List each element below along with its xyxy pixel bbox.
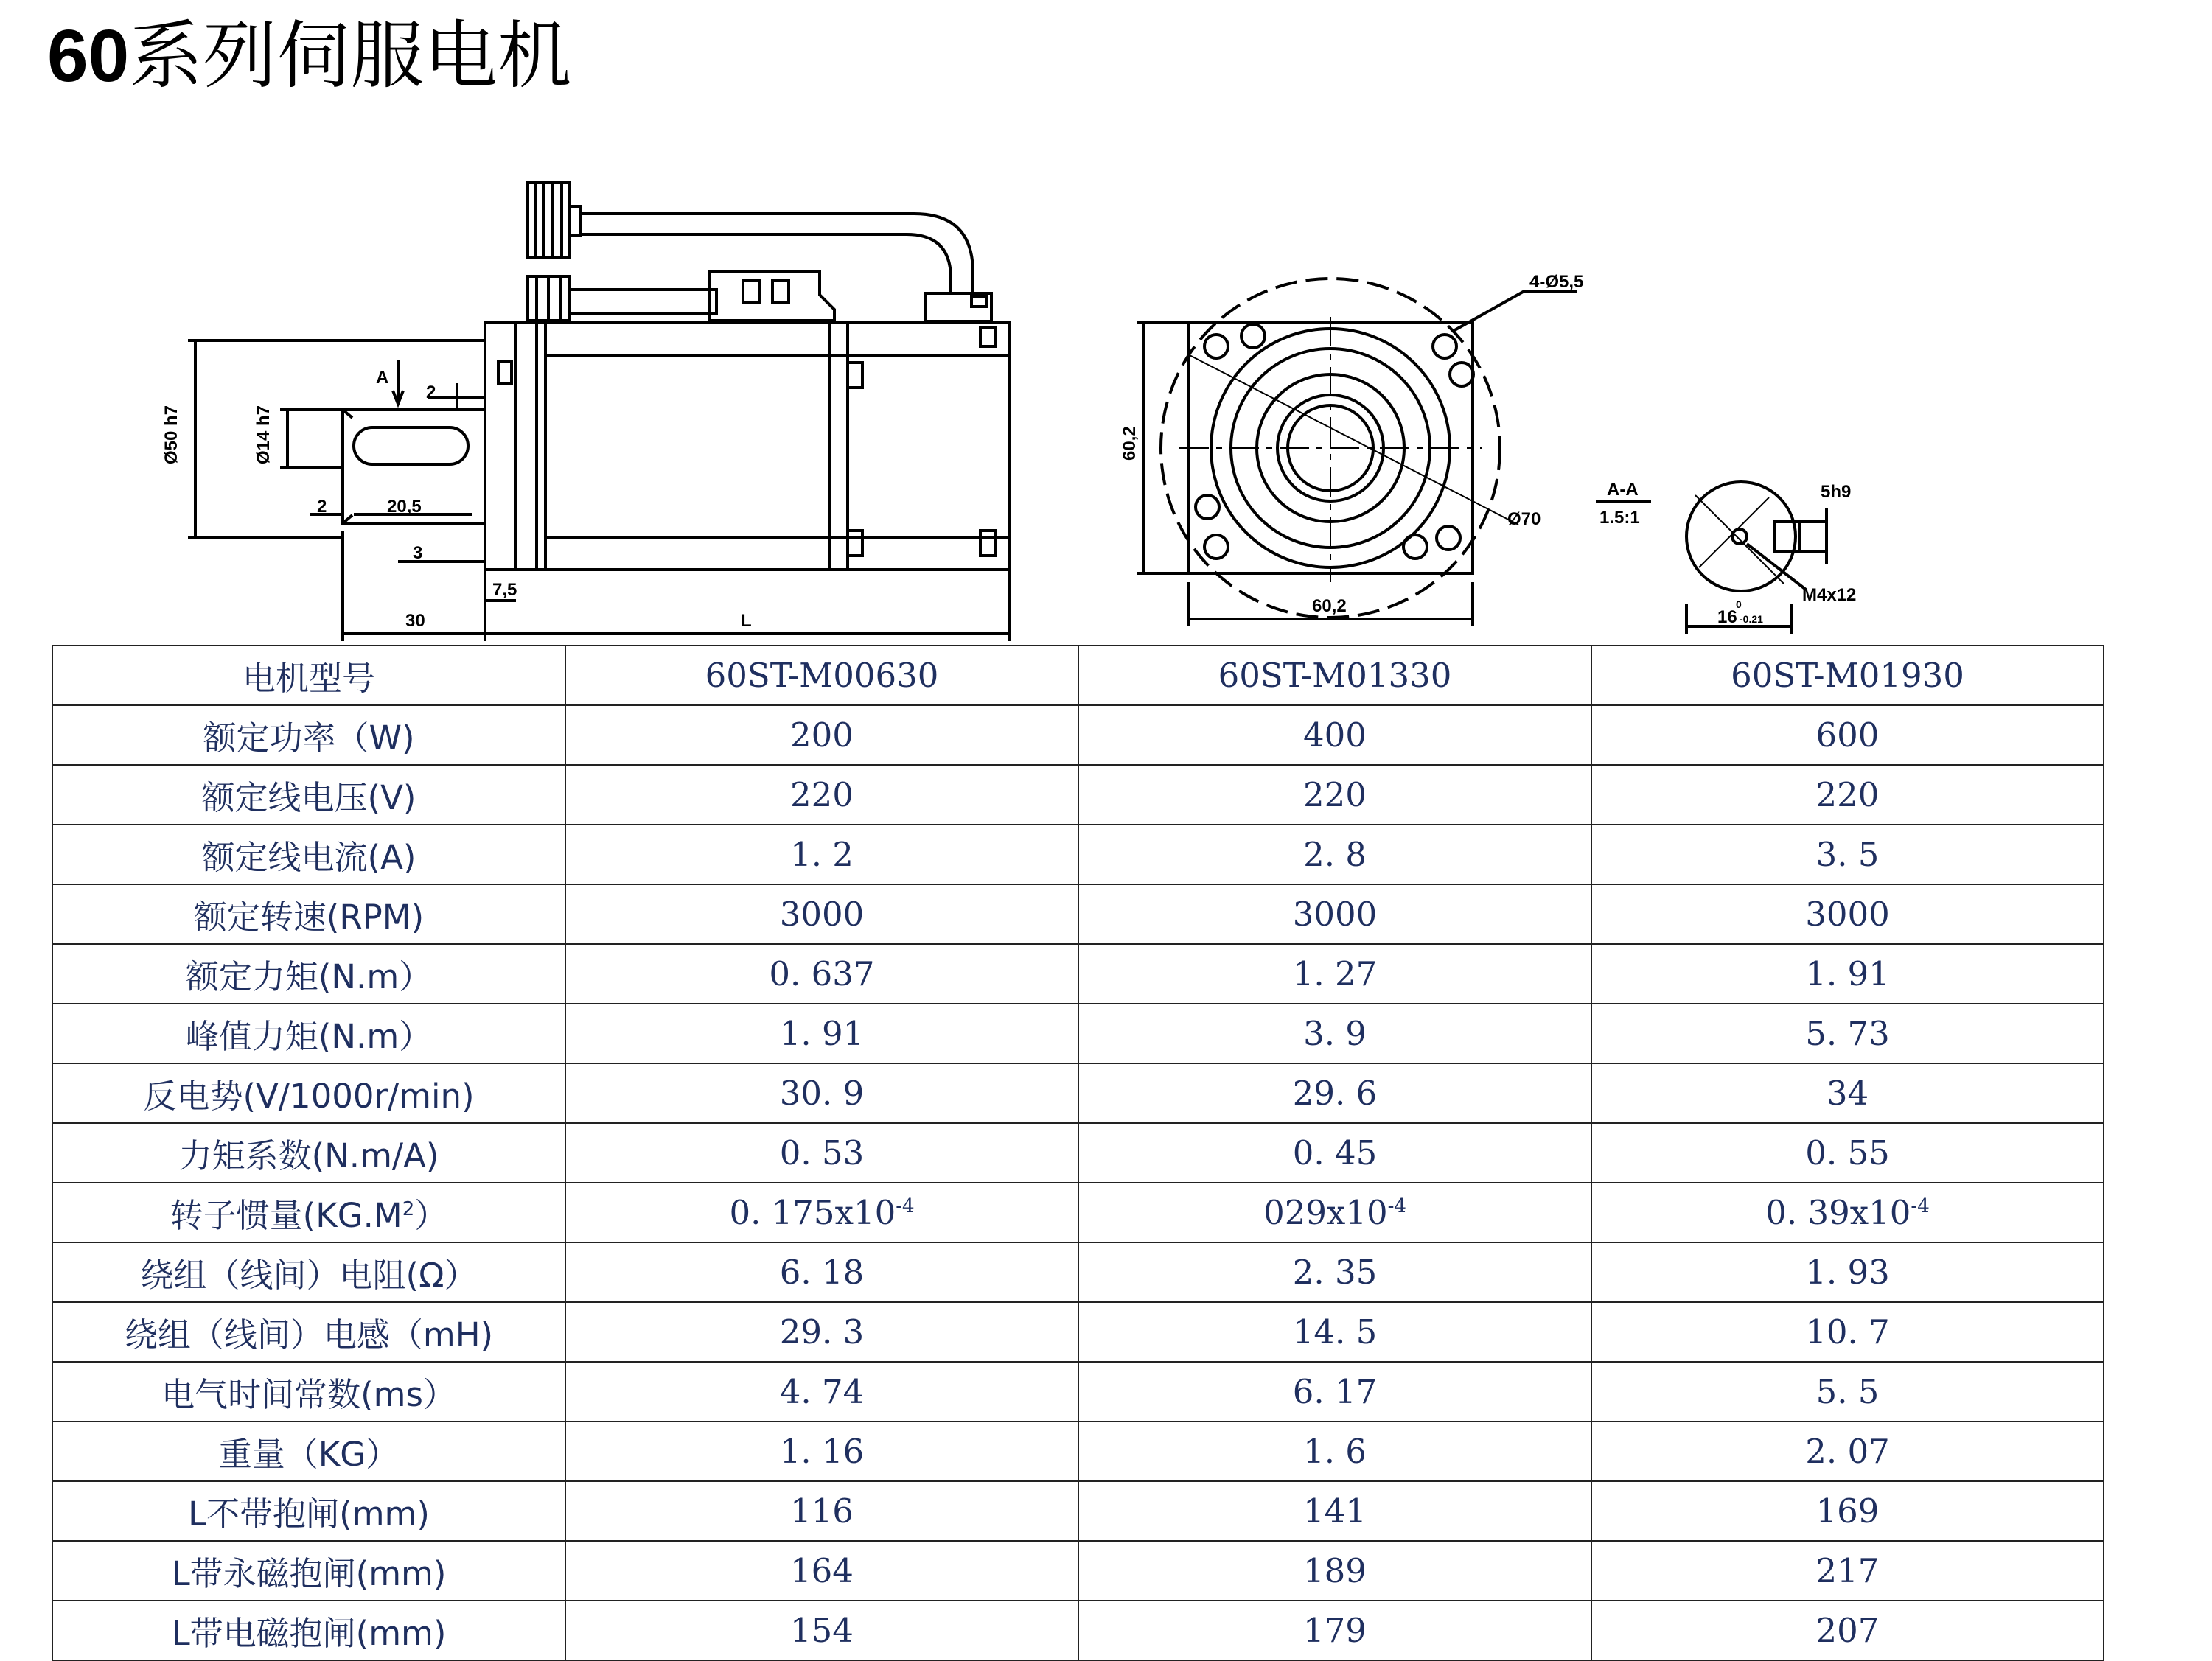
row-value: 29. 6 bbox=[1078, 1063, 1591, 1123]
section-view bbox=[1596, 482, 1828, 634]
technical-drawing bbox=[0, 0, 2212, 648]
row-value: 1. 93 bbox=[1591, 1242, 2104, 1302]
row-label: 重量（KG） bbox=[52, 1422, 565, 1481]
row-value: 1. 27 bbox=[1078, 944, 1591, 1004]
row-label: L带永磁抱闸(mm) bbox=[52, 1541, 565, 1601]
row-value: 3. 5 bbox=[1591, 825, 2104, 884]
row-value: 3000 bbox=[1078, 884, 1591, 944]
row-label: 绕组（线间）电感（mH) bbox=[52, 1302, 565, 1362]
row-label: 峰值力矩(N.m） bbox=[52, 1004, 565, 1063]
dim-dia-50: Ø50 h7 bbox=[161, 405, 181, 464]
row-value: 2. 35 bbox=[1078, 1242, 1591, 1302]
dim-key-length: 20,5 bbox=[387, 497, 422, 517]
dim-label-a: A bbox=[376, 368, 389, 388]
row-label: 反电势(V/1000r/min) bbox=[52, 1063, 565, 1123]
table-row bbox=[52, 1004, 2104, 1063]
row-label: 绕组（线间）电阻(Ω） bbox=[52, 1242, 565, 1302]
row-value: 141 bbox=[1078, 1481, 1591, 1541]
row-value: $029x10^{-4}$ bbox=[1078, 1183, 1591, 1242]
table-row bbox=[52, 1422, 2104, 1481]
row-value: 0. $39x10^{-4}$ bbox=[1591, 1183, 2104, 1242]
row-value: 1. 91 bbox=[1591, 944, 2104, 1004]
table-row bbox=[52, 944, 2104, 1004]
row-value: 3000 bbox=[1591, 884, 2104, 944]
row-label: 额定力矩(N.m） bbox=[52, 944, 565, 1004]
row-value: 34 bbox=[1591, 1063, 2104, 1123]
row-value: 0. 55 bbox=[1591, 1123, 2104, 1183]
row-value: 0. $175x10^{-4}$ bbox=[565, 1183, 1078, 1242]
row-value: 14. 5 bbox=[1078, 1302, 1591, 1362]
row-value: 207 bbox=[1591, 1601, 2104, 1660]
row-label: 转子惯量$(KG.M^2)$ bbox=[52, 1183, 565, 1242]
row-value: 5. 5 bbox=[1591, 1362, 2104, 1422]
row-label: L带电磁抱闸(mm) bbox=[52, 1601, 565, 1660]
header-model: 60ST-M01330 bbox=[1078, 646, 1591, 705]
dim-thread: M4x12 bbox=[1802, 585, 1857, 605]
row-value: 5. 73 bbox=[1591, 1004, 2104, 1063]
dim-width: 60,2 bbox=[1312, 596, 1347, 616]
table-row bbox=[52, 705, 2104, 765]
table-row bbox=[52, 1063, 2104, 1123]
table-row bbox=[52, 1481, 2104, 1541]
dim-2-top: 2 bbox=[426, 382, 436, 402]
title-number: 60 bbox=[47, 15, 130, 97]
row-value: 3. 9 bbox=[1078, 1004, 1591, 1063]
dim-depth: 16 bbox=[1717, 607, 1737, 627]
row-value: 200 bbox=[565, 705, 1078, 765]
row-value: 30. 9 bbox=[565, 1063, 1078, 1123]
row-value: 189 bbox=[1078, 1541, 1591, 1601]
row-label: 额定线电压(V) bbox=[52, 765, 565, 825]
table-row bbox=[52, 1123, 2104, 1183]
row-value: 220 bbox=[1591, 765, 2104, 825]
dim-key: 5h9 bbox=[1821, 482, 1852, 502]
section-scale: 1.5:1 bbox=[1599, 508, 1640, 528]
row-value: 220 bbox=[1078, 765, 1591, 825]
row-value: 1. 16 bbox=[565, 1422, 1078, 1481]
table-row bbox=[52, 1541, 2104, 1601]
row-value: 3000 bbox=[565, 884, 1078, 944]
row-value: 2. 8 bbox=[1078, 825, 1591, 884]
dim-height: 60,2 bbox=[1120, 426, 1140, 461]
dim-shaft-length: 30 bbox=[405, 611, 425, 631]
side-view bbox=[188, 183, 1010, 641]
dim-dia-14: Ø14 h7 bbox=[254, 405, 273, 464]
table-row bbox=[52, 1302, 2104, 1362]
dim-3: 3 bbox=[413, 543, 423, 563]
row-label: 力矩系数(N.m/A) bbox=[52, 1123, 565, 1183]
table-row bbox=[52, 1362, 2104, 1422]
row-value: 169 bbox=[1591, 1481, 2104, 1541]
row-label: L不带抱闸(mm) bbox=[52, 1481, 565, 1541]
header-label: 电机型号 bbox=[52, 646, 565, 705]
row-value: 220 bbox=[565, 765, 1078, 825]
row-value: 2. 07 bbox=[1591, 1422, 2104, 1481]
row-value: 4. 74 bbox=[565, 1362, 1078, 1422]
dim-2-left: 2 bbox=[317, 497, 327, 517]
dim-7-5: 7,5 bbox=[492, 580, 517, 600]
row-value: 0. 45 bbox=[1078, 1123, 1591, 1183]
table-row bbox=[52, 1242, 2104, 1302]
row-value: 400 bbox=[1078, 705, 1591, 765]
row-value: 29. 3 bbox=[565, 1302, 1078, 1362]
row-value: 6. 18 bbox=[565, 1242, 1078, 1302]
table-row bbox=[52, 1183, 2104, 1242]
row-value: 10. 7 bbox=[1591, 1302, 2104, 1362]
table-row bbox=[52, 1601, 2104, 1660]
row-value: 1. 91 bbox=[565, 1004, 1078, 1063]
row-value: 164 bbox=[565, 1541, 1078, 1601]
row-label: 额定转速(RPM) bbox=[52, 884, 565, 944]
header-model: 60ST-M01930 bbox=[1591, 646, 2104, 705]
row-value: 6. 17 bbox=[1078, 1362, 1591, 1422]
dim-tol-bottom: -0.21 bbox=[1740, 613, 1763, 625]
table-header-row bbox=[52, 646, 2104, 705]
row-value: 0. 637 bbox=[565, 944, 1078, 1004]
row-value: 0. 53 bbox=[565, 1123, 1078, 1183]
table-row bbox=[52, 825, 2104, 884]
table-row bbox=[52, 884, 2104, 944]
table-row bbox=[52, 765, 2104, 825]
section-name: A-A bbox=[1607, 480, 1639, 500]
row-value: 1. 6 bbox=[1078, 1422, 1591, 1481]
spec-table bbox=[52, 645, 2104, 1661]
row-value: 179 bbox=[1078, 1601, 1591, 1660]
front-view bbox=[1137, 279, 1577, 626]
dim-body-length: L bbox=[741, 611, 752, 631]
row-label: 额定功率（W) bbox=[52, 705, 565, 765]
dim-holes: 4-Ø5,5 bbox=[1529, 272, 1584, 292]
row-value: 154 bbox=[565, 1601, 1078, 1660]
dim-tol-top: 0 bbox=[1736, 598, 1742, 610]
row-value: 600 bbox=[1591, 705, 2104, 765]
row-label: 额定线电流(A) bbox=[52, 825, 565, 884]
title-text: 系列伺服电机 bbox=[129, 13, 572, 99]
row-value: 217 bbox=[1591, 1541, 2104, 1601]
row-value: 1. 2 bbox=[565, 825, 1078, 884]
row-label: 电气时间常数(ms） bbox=[52, 1362, 565, 1422]
header-model: 60ST-M00630 bbox=[565, 646, 1078, 705]
dim-circle: Ø70 bbox=[1507, 509, 1541, 529]
row-value: 116 bbox=[565, 1481, 1078, 1541]
